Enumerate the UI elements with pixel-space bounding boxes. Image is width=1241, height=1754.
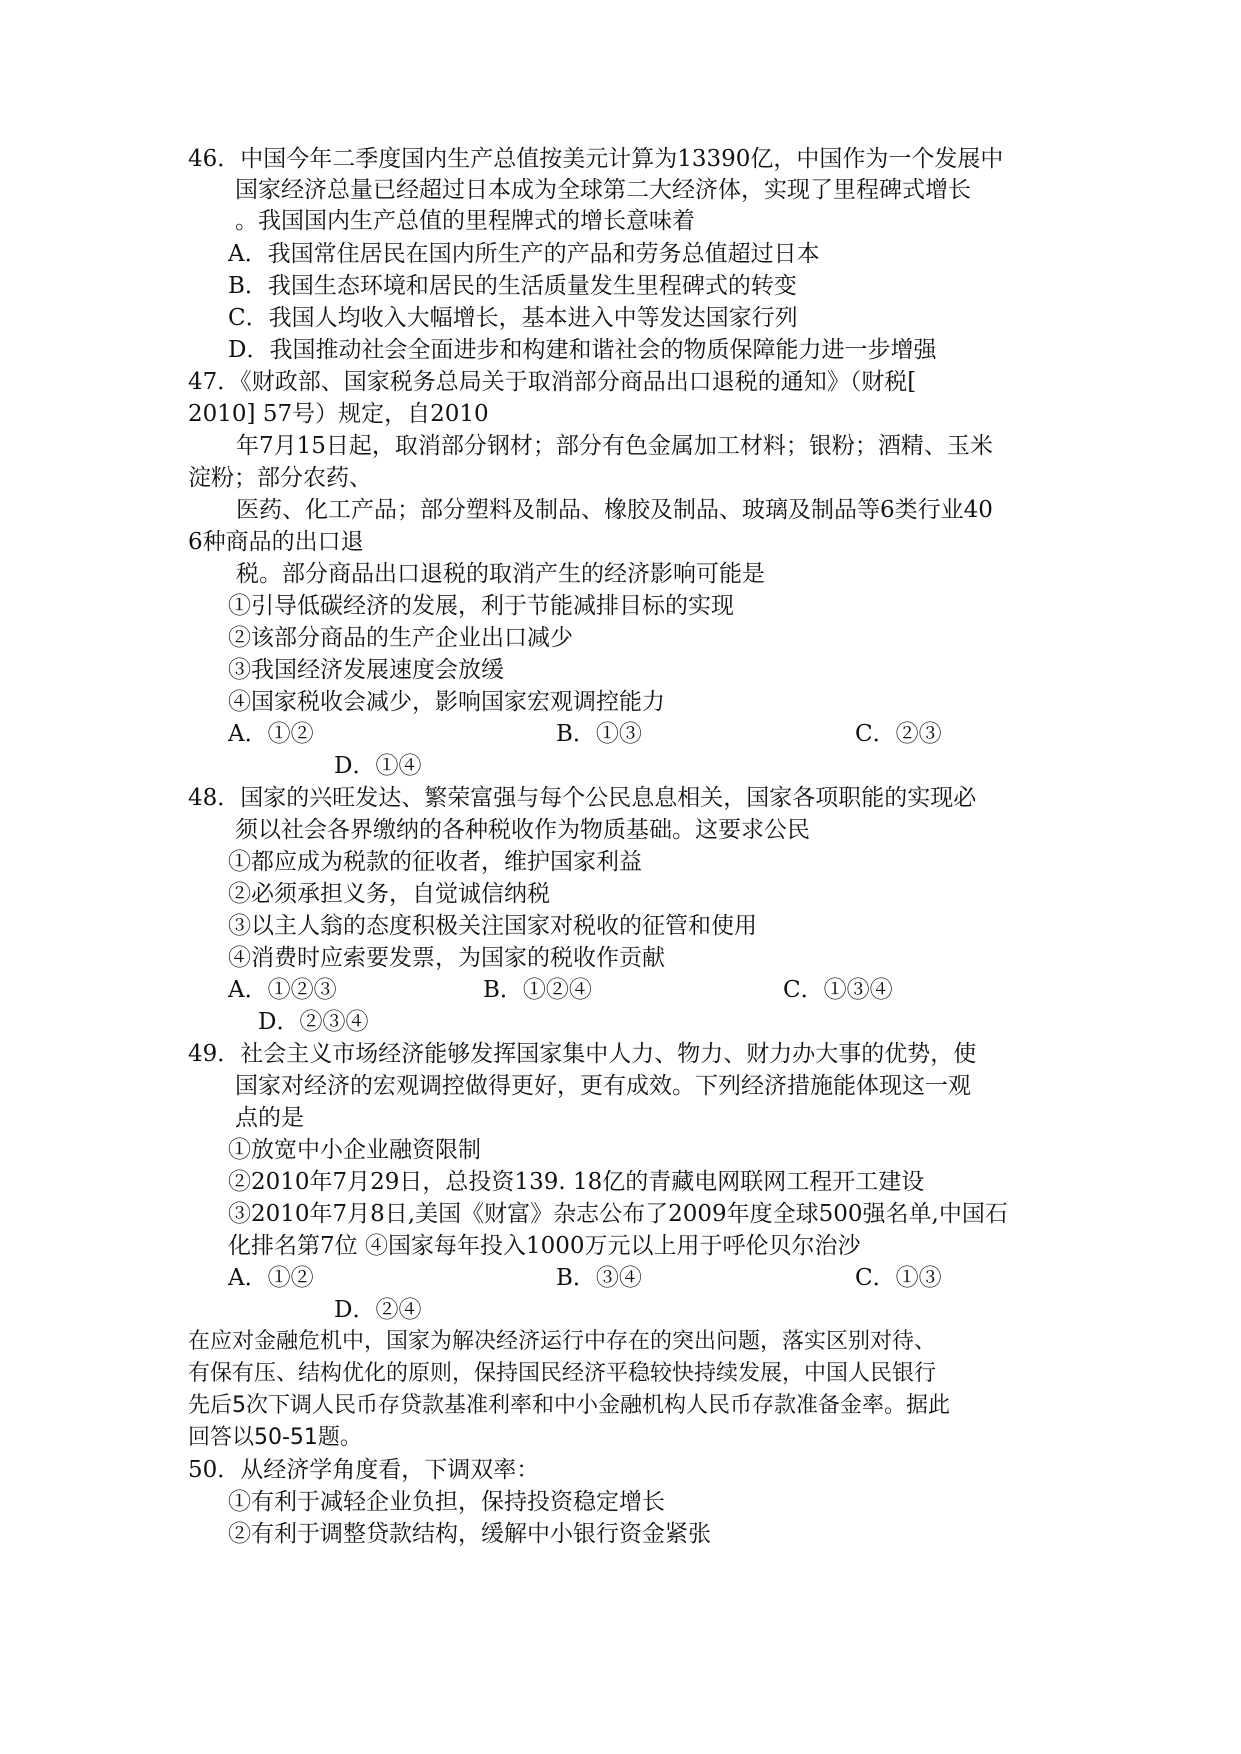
- q47-option-a: A．①②: [228, 721, 314, 747]
- passage-line-2: 有保有压、结构优化的原则，保持国民经济平稳较快持续发展，中国人民银行: [188, 1361, 937, 1386]
- q50-statement-1: ①有利于减轻企业负担，保持投资稳定增长: [228, 1489, 665, 1515]
- q47-stem-line-5: 医药、化工产品；部分塑料及制品、橡胶及制品、玻璃及制品等6类行业40: [236, 497, 993, 523]
- passage-line-1: 在应对金融危机中，国家为解决经济运行中存在的突出问题，落实区别对待、: [188, 1329, 937, 1354]
- q49-option-b: B．③④: [556, 1265, 642, 1291]
- q48-option-a: A．①②③: [228, 977, 337, 1003]
- q47-statement-2: ②该部分商品的生产企业出口减少: [228, 625, 573, 651]
- q46-option-d: D．我国推动社会全面进步和构建和谐社会的物质保障能力进一步增强: [228, 337, 937, 363]
- q47-stem-line-7: 税。部分商品出口退税的取消产生的经济影响可能是: [236, 561, 765, 587]
- q46-option-c: C．我国人均收入大幅增长，基本进入中等发达国家行列: [228, 305, 798, 331]
- q49-stem-line-3: 点的是: [235, 1105, 304, 1131]
- q47-statement-3: ③我国经济发展速度会放缓: [228, 657, 504, 683]
- q47-statement-1: ①引导低碳经济的发展，利于节能减排目标的实现: [228, 593, 734, 619]
- q50-stem-line-1: 50．从经济学角度看，下调双率：: [188, 1457, 540, 1483]
- q46-stem-line-2: 国家经济总量已经超过日本成为全球第二大经济体，实现了里程碑式增长: [235, 177, 971, 203]
- q46-stem-line-3: 。我国国内生产总值的里程牌式的增长意味着: [235, 208, 695, 234]
- q49-statement-4: 化排名第7位 ④国家每年投入1000万元以上用于呼伦贝尔治沙: [228, 1233, 861, 1259]
- q49-option-c: C．①③: [855, 1265, 942, 1291]
- q48-stem-line-1: 48．国家的兴旺发达、繁荣富强与每个公民息息相关，国家各项职能的实现必: [188, 785, 977, 811]
- q47-stem-line-6: 6种商品的出口退: [188, 529, 364, 555]
- q49-statement-1: ①放宽中小企业融资限制: [228, 1137, 481, 1163]
- q47-stem-line-1: 47．《财政部、国家税务总局关于取消部分商品出口退税的通知》（财税[: [188, 369, 917, 395]
- q46-option-a: A．我国常住居民在国内所生产的产品和劳务总值超过日本: [228, 241, 820, 267]
- q48-option-d: D．②③④: [258, 1009, 369, 1035]
- q47-statement-4: ④国家税收会减少，影响国家宏观调控能力: [228, 689, 665, 715]
- q48-option-b: B．①②④: [483, 977, 592, 1003]
- q46-stem-line-1: 46．中国今年二季度国内生产总值按美元计算为13390亿，中国作为一个发展中: [188, 146, 1004, 172]
- q47-option-c: C．②③: [855, 721, 942, 747]
- q49-stem-line-1: 49．社会主义市场经济能够发挥国家集中人力、物力、财力办大事的优势，使: [188, 1041, 977, 1067]
- passage-line-4: 回答以50-51题。: [188, 1425, 362, 1450]
- q49-option-a: A．①②: [228, 1265, 314, 1291]
- q48-statement-2: ②必须承担义务，自觉诚信纳税: [228, 881, 550, 907]
- q47-option-d: D．①④: [334, 753, 422, 779]
- q49-option-d: D．②④: [334, 1297, 422, 1323]
- q47-option-b: B．①③: [556, 721, 642, 747]
- q49-stem-line-2: 国家对经济的宏观调控做得更好，更有成效。下列经济措施能体现这一观: [235, 1073, 971, 1099]
- q47-stem-line-4: 淀粉；部分农药、: [188, 465, 372, 491]
- q48-statement-3: ③以主人翁的态度积极关注国家对税收的征管和使用: [228, 913, 757, 939]
- q50-statement-2: ②有利于调整贷款结构，缓解中小银行资金紧张: [228, 1521, 711, 1547]
- q48-stem-line-2: 须以社会各界缴纳的各种税收作为物质基础。这要求公民: [235, 817, 810, 843]
- q48-option-c: C．①③④: [783, 977, 893, 1003]
- q49-statement-2: ②2010年7月29日，总投资139. 18亿的青藏电网联网工程开工建设: [228, 1169, 925, 1195]
- q46-option-b: B．我国生态环境和居民的生活质量发生里程碑式的转变: [228, 273, 797, 299]
- passage-line-3: 先后5次下调人民币存贷款基准利率和中小金融机构人民币存款准备金率。据此: [188, 1393, 950, 1418]
- q47-stem-line-2: 2010] 57号）规定，自2010: [188, 401, 489, 427]
- q47-stem-line-3: 年7月15日起，取消部分钢材；部分有色金属加工材料；银粉；酒精、玉米: [236, 433, 993, 459]
- q48-statement-1: ①都应成为税款的征收者，维护国家利益: [228, 849, 642, 875]
- q48-statement-4: ④消费时应索要发票，为国家的税收作贡献: [228, 945, 665, 971]
- q49-statement-3: ③2010年7月8日,美国《财富》杂志公布了2009年度全球500强名单,中国石: [228, 1201, 1008, 1227]
